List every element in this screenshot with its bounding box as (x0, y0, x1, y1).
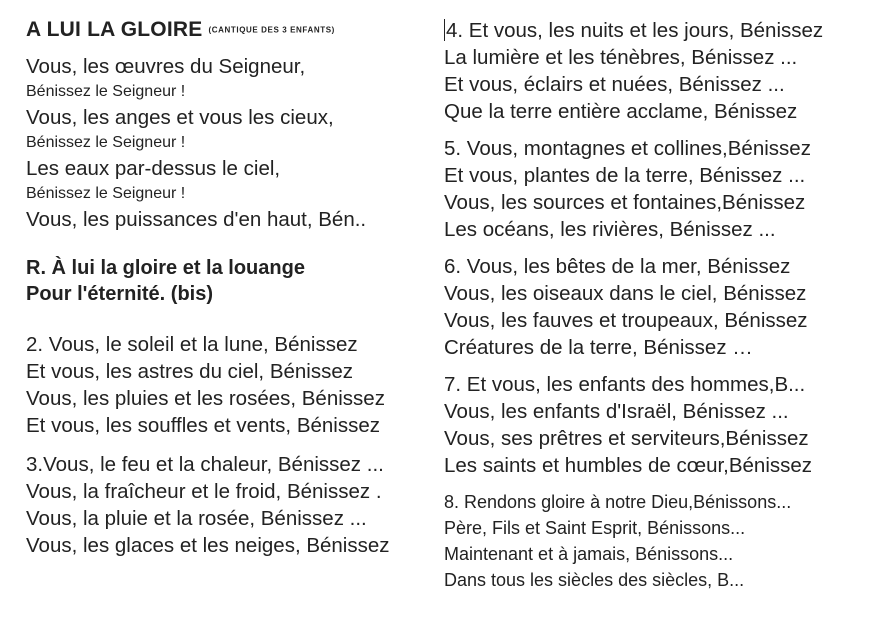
title-subtitle: (CANTIQUE DES 3 ENFANTS) (208, 25, 335, 35)
title-main: A LUI LA GLOIRE (26, 18, 203, 41)
verse-line: Et vous, plantes de la terre, Bénissez ... (444, 164, 806, 187)
verse-line: Et vous, éclairs et nuées, Bénissez ... (444, 73, 785, 96)
verse-line: 7. Et vous, les enfants des hommes,B... (444, 373, 806, 396)
verse-line: Vous, les fauves et troupeaux, Bénissez (444, 309, 808, 332)
verse-line: Vous, ses prêtres et serviteurs,Bénissez (444, 427, 809, 450)
verse-line: Vous, les glaces et les neiges, Bénissez (26, 534, 390, 558)
verse-3 (26, 451, 441, 559)
verse-line: Bénissez le Seigneur ! (26, 185, 186, 203)
verse-line: Créatures de la terre, Bénissez … (444, 336, 753, 359)
left-column (26, 0, 441, 569)
song-title (26, 17, 441, 43)
verse-line: 2. Vous, le soleil et la lune, Bénissez (26, 333, 358, 357)
verse-4 (444, 17, 874, 125)
verse-line: Vous, les enfants d'Israël, Bénissez ... (444, 400, 789, 423)
verse-line: Vous, les puissances d'en haut, Bén.. (26, 208, 367, 232)
refrain-line: R. À lui la gloire et la louange (26, 257, 305, 280)
right-column (444, 17, 874, 603)
verse-line: Maintenant et à jamais, Bénissons... (444, 544, 734, 564)
verse-line: Vous, les œuvres du Seigneur, (26, 55, 306, 79)
verse-line: 5. Vous, montagnes et collines,Bénissez (444, 137, 811, 160)
verse-1 (26, 53, 441, 233)
text-cursor (444, 19, 445, 41)
verse-line: Vous, les pluies et les rosées, Bénissez (26, 387, 385, 411)
verse-line: Dans tous les siècles des siècles, B... (444, 570, 745, 590)
verse-5 (444, 135, 874, 243)
verse-line: Vous, les anges et vous les cieux, (26, 106, 334, 130)
verse-line: 6. Vous, les bêtes de la mer, Bénissez (444, 255, 791, 278)
verse-line: 8. Rendons gloire à notre Dieu,Bénissons... (444, 492, 792, 512)
verse-line: La lumière et les ténèbres, Bénissez ... (444, 46, 798, 69)
verse-line: Père, Fils et Saint Esprit, Bénissons... (444, 518, 746, 538)
verse-line: Que la terre entière acclame, Bénissez (444, 100, 798, 123)
verse-2 (26, 331, 441, 439)
verse-8 (444, 489, 874, 593)
verse-line: Les saints et humbles de cœur,Bénissez (444, 454, 813, 477)
verse-line: Vous, les oiseaux dans le ciel, Bénissez (444, 282, 807, 305)
refrain (26, 255, 441, 307)
verse-line: Bénissez le Seigneur ! (26, 83, 186, 101)
verse-line: Et vous, les souffles et vents, Bénissez (26, 414, 380, 438)
verse-line: Bénissez le Seigneur ! (26, 134, 186, 152)
verse-line: Vous, la fraîcheur et le froid, Bénissez . (26, 480, 382, 504)
verse-line: Vous, la pluie et la rosée, Bénissez ... (26, 507, 367, 531)
verse-6 (444, 253, 874, 361)
verse-line: Les eaux par-dessus le ciel, (26, 157, 281, 181)
verse-line: 4. Et vous, les nuits et les jours, Bénissez (446, 19, 824, 42)
refrain-line: Pour l'éternité. (bis) (26, 283, 214, 306)
verse-line: 3.Vous, le feu et la chaleur, Bénissez ... (26, 453, 384, 477)
verse-line: Vous, les sources et fontaines,Bénissez (444, 191, 806, 214)
verse-7 (444, 371, 874, 479)
verse-line: Et vous, les astres du ciel, Bénissez (26, 360, 354, 384)
verse-line: Les océans, les rivières, Bénissez ... (444, 218, 776, 241)
